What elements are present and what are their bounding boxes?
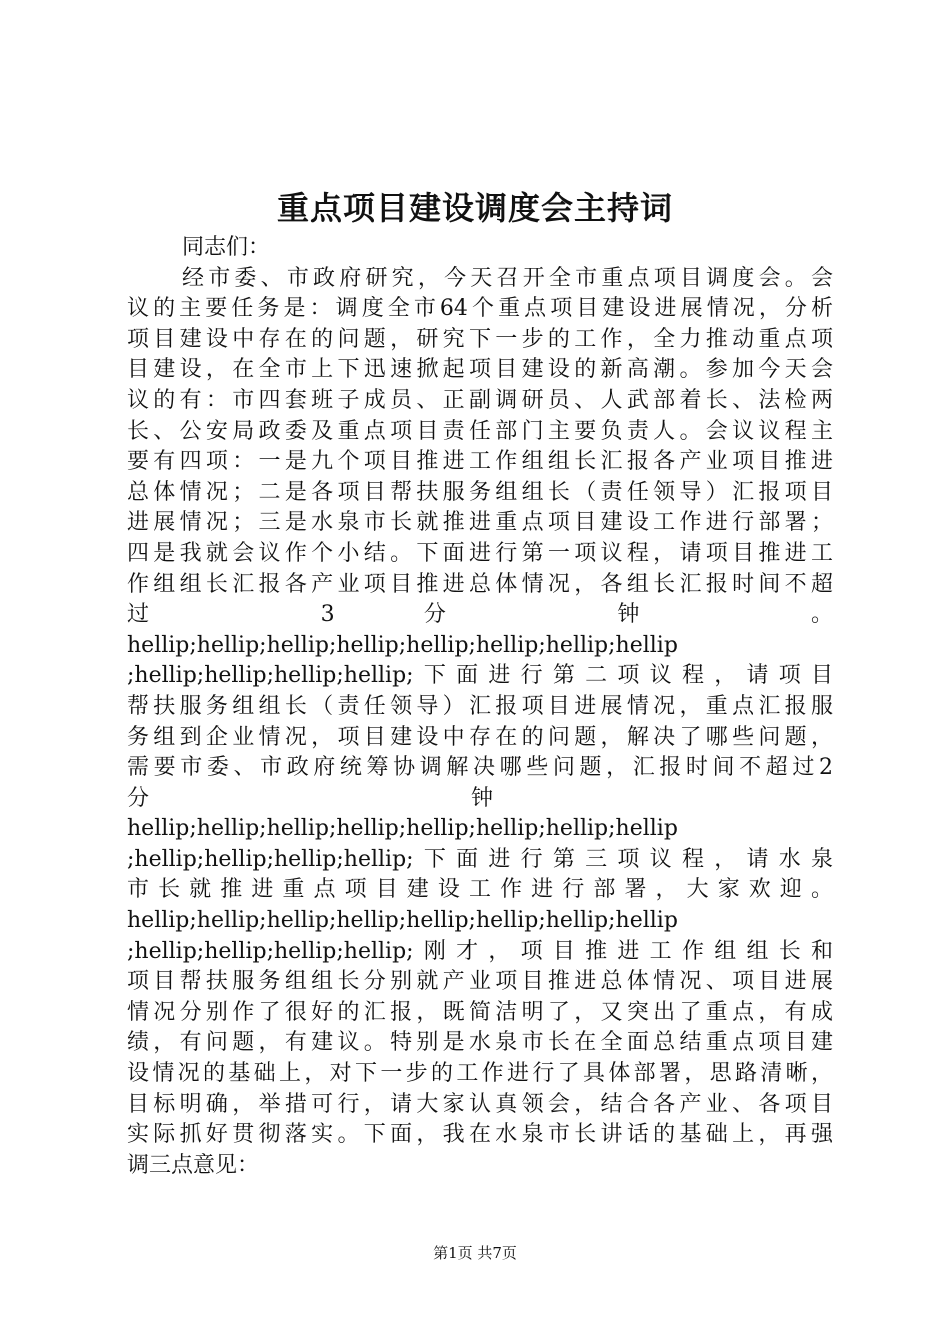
text-line: 调三点意见： (127, 1152, 260, 1178)
text-line: 议的有：市四套班子成员、正副调研员、人武部着长、法检两 (127, 387, 833, 413)
text-line: 绩，有问题，有建议。特别是水泉市长在全面总结重点项目建 (127, 1030, 833, 1056)
text-line: hellip;hellip;hellip;hellip;hellip;hellip;hellip;hellip (127, 632, 678, 658)
text-line: 设情况的基础上，对下一步的工作进行了具体部署，思路清晰， (127, 1061, 833, 1087)
page-number: 第1页 共7页 (433, 1244, 517, 1262)
text-line: 议的主要任务是：调度全市64个重点项目建设进展情况，分析 (127, 296, 833, 322)
document-body (127, 233, 833, 1181)
text-line: 项目建设中存在的问题，研究下一步的工作，全力推动重点项 (127, 326, 833, 352)
text-line: 经市委、市政府研究，今天召开全市重点项目调度会。会 (182, 265, 833, 291)
document-title: 重点项目建设调度会主持词 (276, 189, 673, 227)
text-line: 实际抓好贯彻落实。下面，我在水泉市长讲话的基础上，再强 (127, 1122, 833, 1148)
text-line: 情况分别作了很好的汇报，既简洁明了，又突出了重点，有成 (127, 999, 833, 1025)
text-line: 帮扶服务组组长（责任领导）汇报项目进展情况，重点汇报服 (127, 693, 833, 719)
text-line: ;hellip;hellip;hellip;hellip;下面进行第三项议程，请水泉 (127, 846, 833, 872)
text-line: 进展情况；三是水泉市长就推进重点项目建设工作进行部署； (127, 510, 833, 536)
text-line: ;hellip;hellip;hellip;hellip;下面进行第二项议程，请项目 (127, 663, 833, 689)
text-line: 作组组长汇报各产业项目推进总体情况，各组长汇报时间不超 (127, 571, 833, 597)
text-line: 过 3 分 钟 。 (127, 602, 833, 628)
text-line: hellip;hellip;hellip;hellip;hellip;hellip;hellip;hellip (127, 816, 678, 842)
text-line: hellip;hellip;hellip;hellip;hellip;hellip;hellip;hellip (127, 908, 678, 934)
text-line: 目建设，在全市上下迅速掀起项目建设的新高潮。参加今天会 (127, 357, 833, 383)
text-line: 总体情况；二是各项目帮扶服务组组长（责任领导）汇报项目 (127, 479, 833, 505)
body-paragraph (127, 264, 833, 1182)
text-line: ;hellip;hellip;hellip;hellip;刚才，项目推进工作组组长和 (127, 938, 833, 964)
text-line: 四是我就会议作个小结。下面进行第一项议程，请项目推进工 (127, 540, 833, 566)
text-line: 务组到企业情况，项目建设中存在的问题，解决了哪些问题， (127, 724, 833, 750)
text-line: 要有四项：一是九个项目推进工作组组长汇报各产业项目推进 (127, 449, 833, 475)
text-line: 需要市委、市政府统筹协调解决哪些问题，汇报时间不超过2 (127, 755, 833, 781)
text-line: 分 钟 (127, 785, 493, 811)
text-line: 长、公安局政委及重点项目责任部门主要负责人。会议议程主 (127, 418, 833, 444)
text-line: 目标明确，举措可行，请大家认真领会，结合各产业、各项目 (127, 1091, 833, 1117)
text-line: 市长就推进重点项目建设工作进行部署，大家欢迎。 (127, 877, 833, 903)
greeting-line: 同志们： (182, 235, 271, 260)
text-line: 项目帮扶服务组组长分别就产业项目推进总体情况、项目进展 (127, 969, 833, 995)
